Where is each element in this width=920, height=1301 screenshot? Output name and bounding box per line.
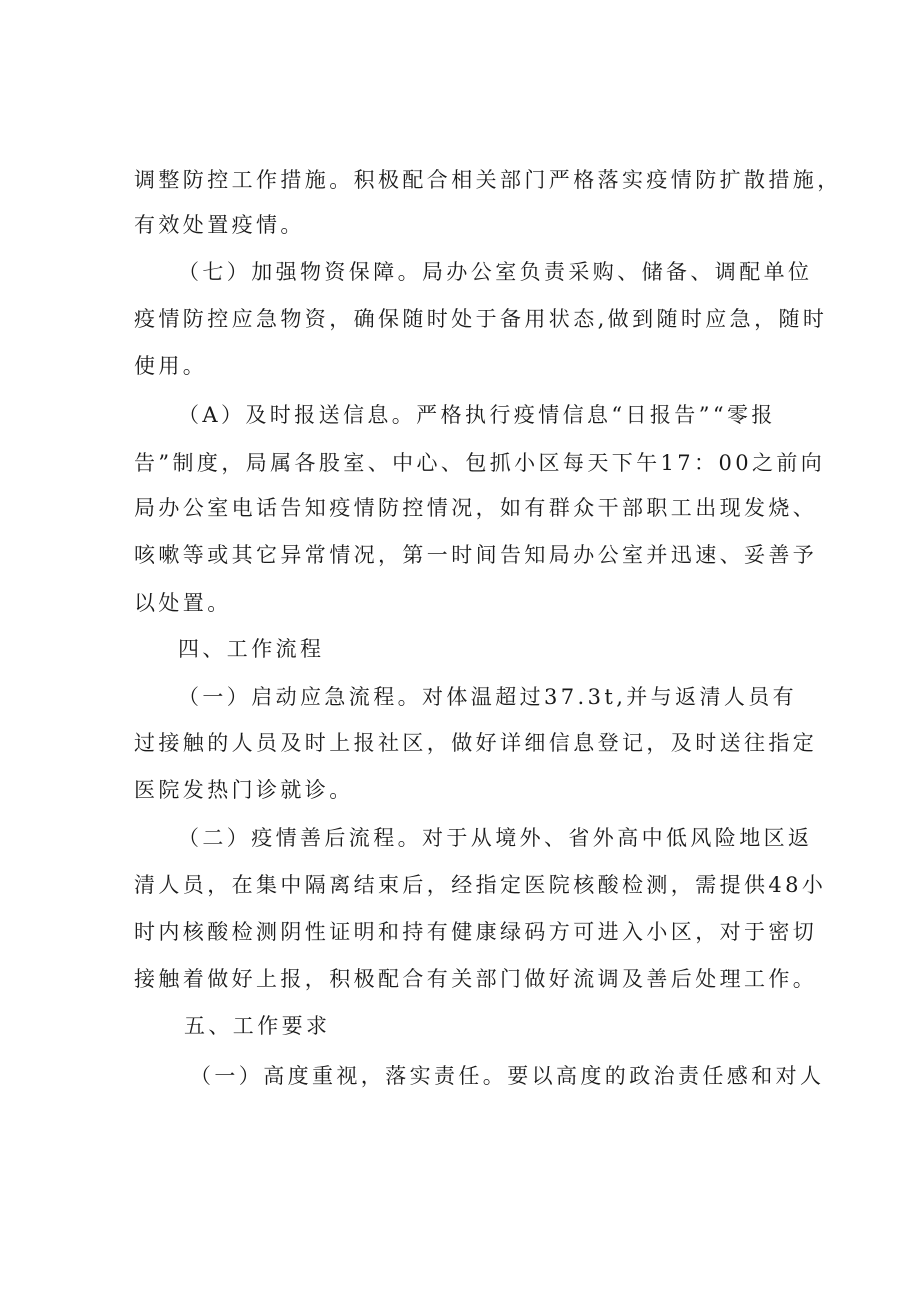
text-line: 以处置。	[134, 591, 232, 615]
text-line: 时内核酸检测阴性证明和持有健康绿码方可进入小区，对于密切	[134, 920, 818, 944]
text-line: 调整防控工作措施。积极配合相关部门严格落实疫情防扩散措施，	[134, 168, 842, 192]
text-line: 使用。	[134, 354, 208, 378]
text-line: （一）高度重视，落实责任。要以高度的政治责任感和对人	[190, 1064, 825, 1088]
text-line: 清人员，在集中隔离结束后，经指定医院核酸检测，需提供48小	[134, 873, 827, 897]
text-line: 咳嗽等或其它异常情况，第一时间告知局办公室并迅速、妥善予	[134, 543, 818, 567]
text-line: 局办公室电话告知疫情防控情况，如有群众干部职工出现发烧、	[134, 496, 818, 520]
text-line: 医院发热门诊就诊。	[134, 778, 354, 802]
text-line: 有效处置疫情。	[134, 213, 305, 237]
section-heading: 五、工作要求	[184, 1014, 331, 1038]
text-line: （一）启动应急流程。对体温超过37.3t,并与返清人员有	[178, 685, 798, 709]
text-line: （A）及时报送信息。严格执行疫情信息“日报告”“零报	[178, 403, 776, 427]
text-line: 告”制度，局属各股室、中心、包抓小区每天下午17：00之前向	[134, 451, 826, 475]
text-line: （二）疫情善后流程。对于从境外、省外高中低风险地区返	[178, 826, 813, 850]
text-line: 疫情防控应急物资，确保随时处于备用状态,做到随时应急，随时	[134, 307, 828, 331]
text-line: （七）加强物资保障。局办公室负责采购、储备、调配单位	[178, 260, 813, 284]
text-line: 过接触的人员及时上报社区，做好详细信息登记，及时送往指定	[134, 731, 818, 755]
text-line: 接触着做好上报，积极配合有关部门做好流调及善后处理工作。	[134, 967, 818, 991]
section-heading: 四、工作流程	[178, 637, 325, 661]
